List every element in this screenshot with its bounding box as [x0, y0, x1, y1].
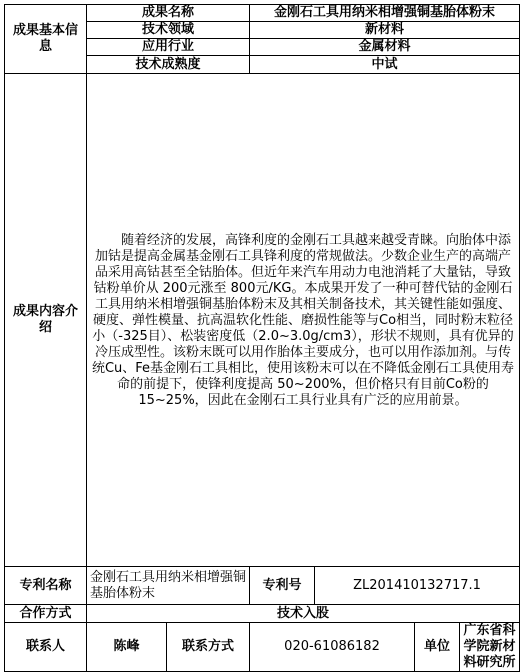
unit-value: 广东省科学院新材料研究所 [460, 623, 520, 672]
cooperation-label: 合作方式 [5, 605, 87, 623]
tech-field-label: 技术领域 [87, 22, 250, 39]
achievement-name-label: 成果名称 [87, 5, 250, 22]
contact-phone-value: 020-61086182 [250, 623, 415, 672]
patent-number-value: ZL201410132717.1 [315, 567, 520, 605]
maturity-label: 技术成熟度 [87, 56, 250, 74]
description-text: 随着经济的发展，高锋利度的金刚石工具越来越受青睐。向胎体中添加钴是提高金属基金刚石工具锋利度的常规做法。少数企业生产的高端产品采用高钴甚至全钴胎体。但近年来汽车用动力电池消耗了大量钴，导致钴粉单价从 200元涨至 800元/KG。本成果开发了一种可替代钴的金刚石工具用纳米相增强铜基胎体粉末及其相关制备技术，其关键性能如强度、硬度、弹性模量、抗高温软化性能、磨损性能等与Co相当，同时粉末粒径小（-325目）、松装密度低（2.0~3.0g/cm3），形状不规则，具有优异的冷压成型性。该粉末既可以用作胎体主要成分，也可以用作添加剂。与传统Cu、Fe基金刚石工具相比，使用该粉末可以在不降低金刚石工具使用寿命的前提下，使锋利度提高 50~200%，但价格只有目前Co粉的15~25%，因此在金刚石工具行业具有广泛的应用前景。 [91, 233, 515, 408]
cooperation-value: 技术入股 [87, 605, 520, 623]
maturity-value: 中试 [250, 56, 520, 74]
contact-method-label: 联系方式 [167, 623, 250, 672]
patent-number-label: 专利号 [250, 567, 315, 605]
achievement-info-table [4, 4, 520, 672]
patent-name-value: 金刚石工具用纳米相增强铜基胎体粉末 [87, 567, 250, 605]
contact-person-value: 陈峰 [87, 623, 167, 672]
contact-person-label: 联系人 [5, 623, 87, 672]
industry-value: 金属材料 [250, 39, 520, 56]
tech-field-value: 新材料 [250, 22, 520, 39]
industry-label: 应用行业 [87, 39, 250, 56]
achievement-name-value: 金刚石工具用纳米相增强铜基胎体粉末 [250, 5, 520, 22]
basic-info-section-label: 成果基本信息 [5, 5, 87, 74]
description-label: 成果内容介绍 [5, 74, 87, 567]
description-cell [87, 74, 520, 567]
patent-name-label: 专利名称 [5, 567, 87, 605]
unit-label: 单位 [415, 623, 460, 672]
